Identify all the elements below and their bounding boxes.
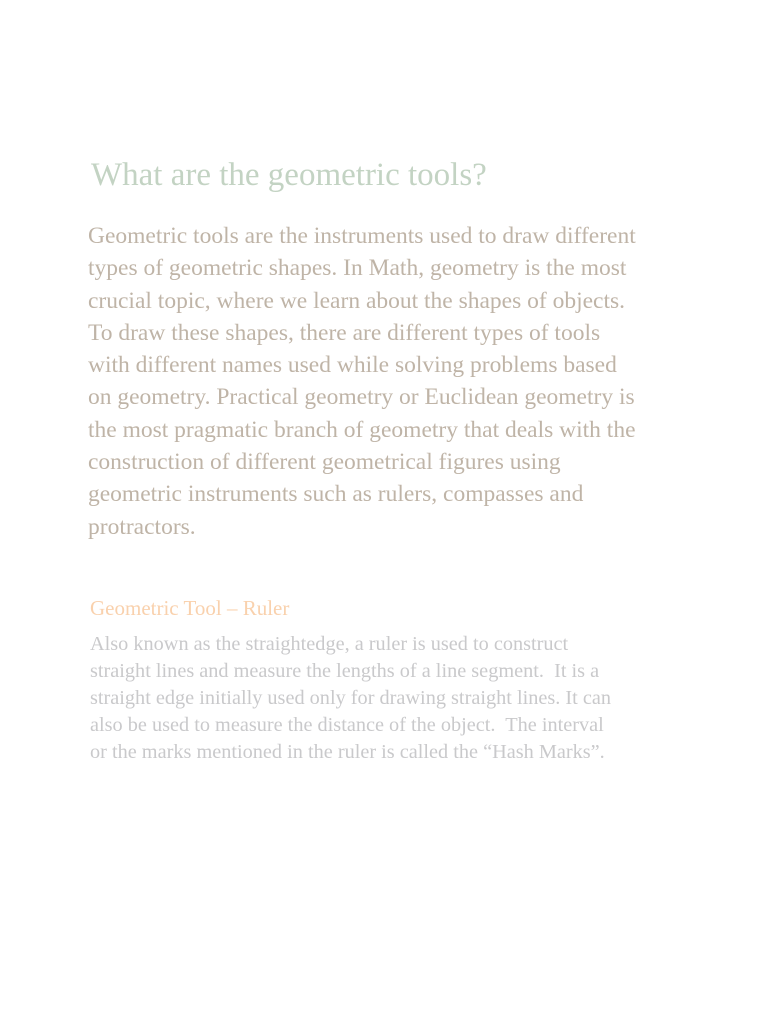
intro-line: Geometric tools are the instruments used to draw different xyxy=(88,223,636,249)
intro-line: To draw these shapes, there are different types of tools xyxy=(88,319,601,346)
intro-line: geometric instruments such as rulers, compasses and xyxy=(88,481,584,508)
section-paragraph xyxy=(90,631,690,766)
intro-line: with different names used while solving problems based xyxy=(88,352,617,379)
intro-line: protractors. xyxy=(88,513,196,540)
section-line: also be used to measure the distance of the object. The interval xyxy=(90,714,604,736)
page-title: What are the geometric tools? xyxy=(91,157,487,193)
intro-paragraph xyxy=(88,220,688,543)
section-line: straight lines and measure the lengths of a line segment. It is a xyxy=(90,660,600,682)
intro-line: crucial topic, where we learn about the shapes of objects. xyxy=(88,287,626,314)
section-heading: Geometric Tool – Ruler xyxy=(90,596,290,620)
section-line: straight edge initially used only for drawing straight lines. It can xyxy=(90,687,611,709)
intro-line: types of geometric shapes. In Math, geometry is the most xyxy=(88,255,627,282)
intro-line: construction of different geometrical figures using xyxy=(88,449,561,476)
intro-line: on geometry. Practical geometry or Euclidean geometry is xyxy=(88,384,635,411)
intro-line: the most pragmatic branch of geometry that deals with the xyxy=(88,416,636,443)
section-line: or the marks mentioned in the ruler is called the “Hash Marks”. xyxy=(90,741,605,763)
section-line: Also known as the straightedge, a ruler is used to construct xyxy=(90,633,569,655)
